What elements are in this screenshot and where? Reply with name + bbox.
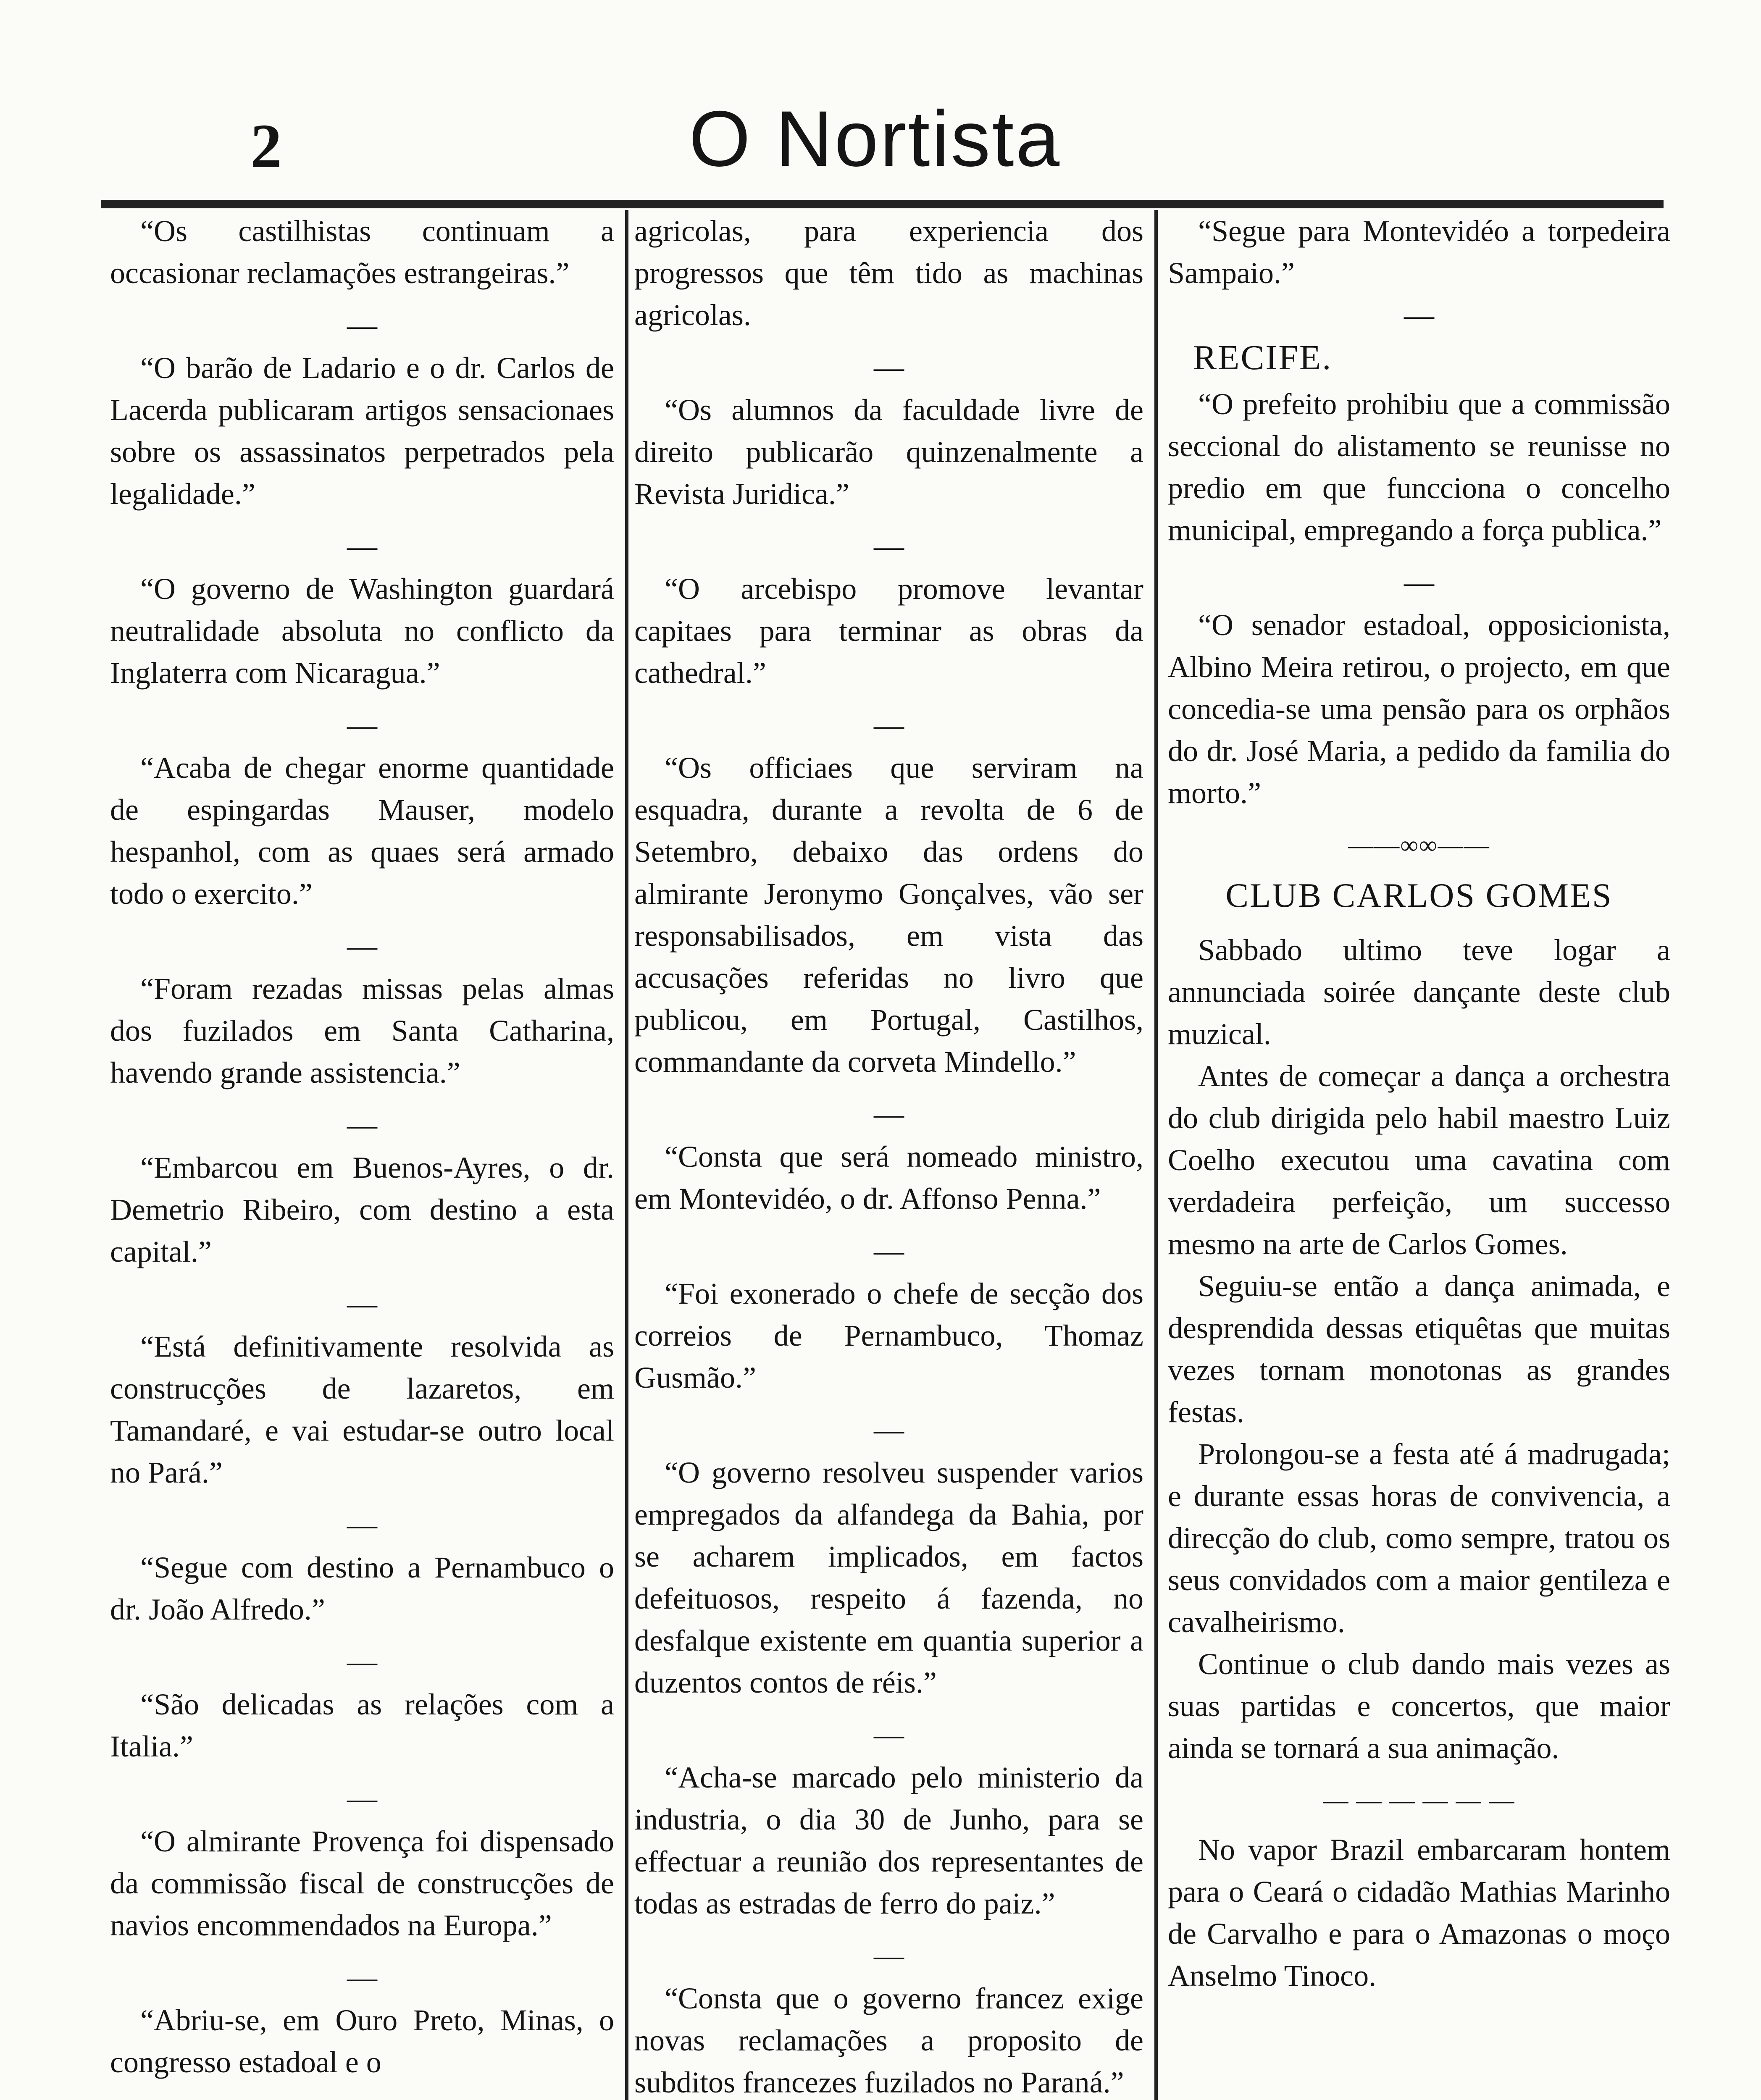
separator: —: [347, 1645, 377, 1678]
dashed-divider: — — — — — —: [1323, 1786, 1515, 1814]
separator: —: [874, 350, 904, 384]
separator: —: [347, 1108, 377, 1142]
separator: —: [874, 1234, 904, 1268]
page-number: 2: [250, 111, 282, 181]
news-item: “Consta que o governo francez exige novas reclamações a proposito de subditos francezes fuzilados no Paraná.”: [634, 1982, 1143, 2099]
masthead-rule: [101, 200, 1664, 208]
news-item: “Está definitivamente resolvida as construcções de lazaretos, em Tamandaré, e vai estudar-se outro local no Pará.”: [110, 1330, 614, 1489]
news-item: “O barão de Ladario e o dr. Carlos de Lacerda publicaram artigos sensacionaes sobre os assassinatos perpetrados pela legalidade.”: [110, 351, 614, 511]
column-rule-2: [1154, 210, 1158, 2100]
section-heading-club: CLUB CARLOS GOMES: [1225, 876, 1613, 914]
separator: —: [874, 1718, 904, 1751]
news-item: “Consta que será nomeado ministro, em Montevidéo, o dr. Affonso Penna.”: [634, 1140, 1143, 1215]
article-paragraph: Prolongou-se a festa até á madrugada; e durante essas horas de convivencia, a direcção do club, como sempre, tratou os seus convidados com a maior gentileza e cavalheirismo.: [1168, 1437, 1670, 1639]
news-item: “Foi exonerado o chefe de secção dos correios de Pernambuco, Thomaz Gusmão.”: [634, 1277, 1143, 1394]
news-item: agricolas, para experiencia dos progressos que têm tido as machinas agricolas.: [634, 214, 1143, 332]
column-2: [634, 210, 1143, 2100]
separator: —: [874, 1939, 904, 1972]
news-item: “Segue com destino a Pernambuco o dr. João Alfredo.”: [110, 1551, 614, 1626]
news-item: “Abriu-se, em Ouro Preto, Minas, o congresso estadoal e o: [110, 2003, 614, 2079]
separator: —: [347, 1287, 377, 1320]
news-item: “O arcebispo promove levantar capitaes para terminar as obras da cathedral.”: [634, 572, 1143, 690]
news-item: “Acaba de chegar enorme quantidade de espingardas Mauser, modelo hespanhol, com as quaes será armado todo o exercito.”: [110, 751, 614, 911]
separator: —: [347, 529, 377, 563]
news-item: “Segue para Montevidéo a torpedeira Sampaio.”: [1168, 214, 1670, 290]
separator: —: [874, 529, 904, 563]
section-heading-recife: RECIFE.: [1193, 338, 1333, 377]
article-paragraph: No vapor Brazil embarcaram hontem para o Ceará o cidadão Mathias Marinho de Carvalho e para o Amazonas o moço Anselmo Tinoco.: [1168, 1833, 1670, 1992]
news-item: “Os castilhistas continuam a occasionar reclamações estrangeiras.”: [110, 214, 614, 290]
separator: —: [1404, 565, 1434, 599]
separator: —: [1404, 298, 1434, 332]
article-paragraph: Continue o club dando mais vezes as suas partidas e concertos, que maior ainda se tornará a sua animação.: [1168, 1647, 1670, 1765]
news-item: “O prefeito prohibiu que a commissão seccional do alistamento se reunisse no predio em que funcciona o concelho municipal, empregando a força publica.”: [1168, 387, 1670, 547]
separator: —: [347, 708, 377, 742]
news-item: “Os alumnos da faculdade livre de direito publicarão quinzenalmente a Revista Juridica.”: [634, 393, 1143, 511]
column-3: [1168, 210, 1670, 2100]
article-paragraph: Sabbado ultimo teve logar a annunciada soirée dançante deste club muzical.: [1168, 933, 1670, 1051]
news-item: “São delicadas as relações com a Italia.”: [110, 1688, 614, 1763]
ornament-divider: ——∞∞——: [1348, 831, 1490, 859]
separator: —: [347, 1782, 377, 1815]
news-item: “O almirante Provença foi dispensado da commissão fiscal de construcções de navios encommendados na Europa.”: [110, 1824, 614, 1942]
column-rule-1: [625, 210, 628, 2100]
separator: —: [347, 929, 377, 963]
separator: —: [874, 708, 904, 742]
news-item: “Embarcou em Buenos-Ayres, o dr. Demetrio Ribeiro, com destino a esta capital.”: [110, 1151, 614, 1268]
news-item: “Foram rezadas missas pelas almas dos fuzilados em Santa Catharina, havendo grande assistencia.”: [110, 972, 614, 1089]
article-paragraph: Antes de começar a dança a orchestra do club dirigida pelo habil maestro Luiz Coelho executou uma cavatina com verdadeira perfeição, um successo mesmo na arte de Carlos Gomes.: [1168, 1059, 1670, 1261]
news-item: “O governo de Washington guardará neutralidade absoluta no conflicto da Inglaterra com Nicaragua.”: [110, 572, 614, 690]
separator: —: [347, 1961, 377, 1994]
news-item: “Os officiaes que serviram na esquadra, durante a revolta de 6 de Setembro, debaixo das ordens do almirante Jeronymo Gonçalves, vão ser responsabilisados, em vista das accusações referidas no livro que publicou, em Portugal, Castilhos, commandante da corveta Mindello.”: [634, 751, 1143, 1079]
separator: —: [874, 1097, 904, 1131]
news-item: “O senador estadoal, opposicionista, Albino Meira retirou, o projecto, em que concedia-se uma pensão para os orphãos do dr. José Maria, a pedido da familia do morto.”: [1168, 608, 1670, 810]
news-item: “O governo resolveu suspender varios empregados da alfandega da Bahia, por se acharem implicados, em factos defeituosos, respeito á fazenda, no desfalque existente em quantia superior a duzentos contos de réis.”: [634, 1456, 1143, 1699]
separator: —: [347, 308, 377, 342]
news-item: “Acha-se marcado pelo ministerio da industria, o dia 30 de Junho, para se effectuar a reunião dos representantes de todas as estradas de ferro do paiz.”: [634, 1761, 1143, 1920]
column-1: [110, 210, 614, 2100]
article-paragraph: Seguiu-se então a dança animada, e desprendida dessas etiquêtas que muitas vezes tornam monotonas as grandes festas.: [1168, 1269, 1670, 1429]
newspaper-title: O Nortista: [689, 94, 1062, 183]
separator: —: [874, 1413, 904, 1446]
separator: —: [347, 1508, 377, 1541]
